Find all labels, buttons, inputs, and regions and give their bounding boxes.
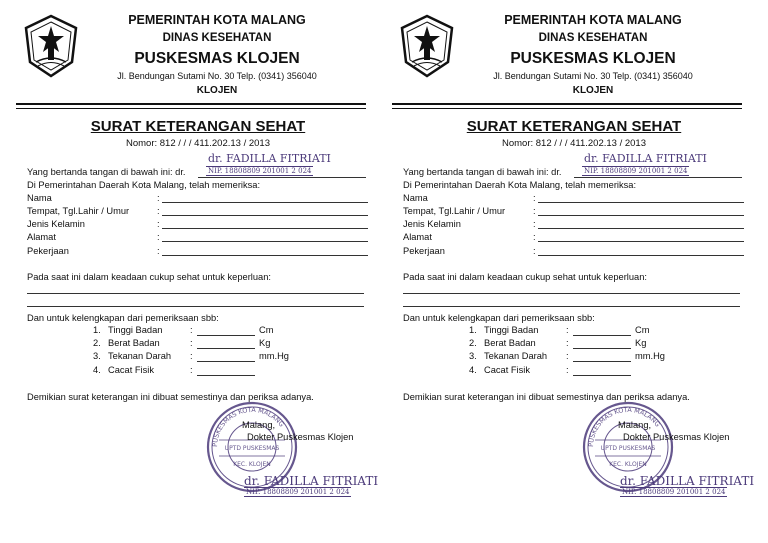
exam-label-height: Tinggi Badan: [108, 325, 163, 335]
signature-nip: NIP. 18808809 201001 2 024: [246, 488, 350, 496]
field-colon: :: [157, 206, 160, 216]
exam-label-blood-pressure: Tekanan Darah: [484, 351, 548, 361]
signer-blank: [574, 177, 742, 178]
header-city: KLOJEN: [196, 85, 238, 96]
field-colon: :: [157, 232, 160, 242]
exam-unit-height: Cm: [635, 325, 650, 335]
exam-blank-height: [197, 335, 255, 336]
field-label-gender: Jenis Kelamin: [27, 219, 85, 229]
city-emblem-icon: [398, 14, 456, 78]
field-blank-name: [162, 202, 368, 203]
field-blank-birth: [538, 215, 744, 216]
header-divider-thick: [16, 103, 366, 105]
header-department: DINAS KESEHATAN: [538, 32, 648, 44]
field-blank-name: [538, 202, 744, 203]
field-blank-gender: [162, 228, 368, 229]
purpose-blank-1: [27, 293, 364, 294]
field-label-name: Nama: [27, 193, 52, 203]
document-number: Nomor: 812 / / / 411.202.13 / 2013: [501, 138, 646, 149]
field-colon: :: [533, 219, 536, 229]
exam-blank-height: [573, 335, 631, 336]
exam-colon: :: [190, 351, 193, 361]
signature-role: Dokter Puskesmas Klojen: [623, 432, 730, 442]
exam-num: 4.: [469, 365, 477, 375]
exam-colon: :: [566, 351, 569, 361]
purpose-blank-1: [403, 293, 740, 294]
header-puskesmas: PUSKESMAS KLOJEN: [510, 50, 676, 67]
field-blank-birth: [162, 215, 368, 216]
field-blank-gender: [538, 228, 744, 229]
document-number: Nomor: 812 / / / 411.202.13 / 2013: [125, 138, 270, 149]
exam-statement: Dan untuk kelengkapan dari pemeriksaan sbb:: [403, 313, 595, 323]
exam-label-disability: Cacat Fisik: [484, 365, 530, 375]
header-city: KLOJEN: [572, 85, 614, 96]
header-department: DINAS KESEHATAN: [162, 32, 272, 44]
exam-label-weight: Berat Badan: [108, 338, 160, 348]
purpose-blank-2: [27, 306, 364, 307]
field-label-job: Pekerjaan: [403, 246, 445, 256]
field-blank-job: [538, 255, 744, 256]
exam-label-blood-pressure: Tekanan Darah: [108, 351, 172, 361]
exam-unit-weight: Kg: [635, 338, 647, 348]
svg-text:UPTD PUSKESMAS: UPTD PUSKESMAS: [600, 445, 656, 452]
field-colon: :: [533, 206, 536, 216]
document-title: SURAT KETERANGAN SEHAT: [90, 118, 306, 135]
field-colon: :: [157, 193, 160, 203]
exam-blank-blood-pressure: [573, 361, 631, 362]
signer-nip: NIP. 18808809 201001 2 024: [584, 167, 688, 175]
examined-statement: Di Pemerintahan Daerah Kota Malang, telah memeriksa:: [403, 180, 637, 190]
header-government: PEMERINTAH KOTA MALANG: [504, 13, 682, 27]
field-blank-job: [162, 255, 368, 256]
field-label-birth: Tempat, Tgl.Lahir / Umur: [27, 206, 130, 216]
signature-place: Malang,: [618, 420, 652, 430]
exam-colon: :: [566, 338, 569, 348]
exam-colon: :: [190, 338, 193, 348]
field-colon: :: [533, 193, 536, 203]
exam-num: 3.: [469, 351, 477, 361]
exam-unit-blood-pressure: mm.Hg: [259, 351, 289, 361]
closing-statement: Demikian surat keterangan ini dibuat semestinya dan periksa adanya.: [27, 392, 314, 402]
exam-unit-height: Cm: [259, 325, 274, 335]
exam-unit-blood-pressure: mm.Hg: [635, 351, 665, 361]
signature-doctor-name: dr. FADILLA FITRIATI: [620, 474, 755, 488]
signer-nip: NIP. 18808809 201001 2 024: [208, 167, 312, 175]
svg-text:PUSKESMAS KOTA MALANG: PUSKESMAS KOTA MALANG: [586, 405, 662, 448]
exam-label-disability: Cacat Fisik: [108, 365, 154, 375]
exam-unit-weight: Kg: [259, 338, 271, 348]
field-blank-address: [538, 241, 744, 242]
signer-line-label: Yang bertanda tangan di bawah ini: dr.: [403, 167, 562, 177]
header-divider-thin: [16, 108, 366, 109]
document-title: SURAT KETERANGAN SEHAT: [466, 118, 682, 135]
signer-line-label: Yang bertanda tangan di bawah ini: dr.: [27, 167, 186, 177]
field-blank-address: [162, 241, 368, 242]
exam-num: 2.: [469, 338, 477, 348]
field-colon: :: [533, 232, 536, 242]
exam-blank-weight: [573, 348, 631, 349]
purpose-statement: Pada saat ini dalam keadaan cukup sehat untuk keperluan:: [27, 272, 271, 282]
field-label-address: Alamat: [27, 232, 56, 242]
exam-blank-weight: [197, 348, 255, 349]
exam-num: 2.: [93, 338, 101, 348]
field-label-job: Pekerjaan: [27, 246, 69, 256]
header-address: Jl. Bendungan Sutami No. 30 Telp. (0341) 356040: [117, 71, 317, 81]
exam-colon: :: [566, 325, 569, 335]
svg-text:UPTD PUSKESMAS: UPTD PUSKESMAS: [224, 445, 280, 452]
field-label-gender: Jenis Kelamin: [403, 219, 461, 229]
exam-statement: Dan untuk kelengkapan dari pemeriksaan sbb:: [27, 313, 219, 323]
signer-name-handwritten: dr. FADILLA FITRIATI: [208, 152, 331, 165]
field-label-address: Alamat: [403, 232, 432, 242]
header-puskesmas: PUSKESMAS KLOJEN: [134, 50, 300, 67]
header-divider-thick: [392, 103, 742, 105]
purpose-statement: Pada saat ini dalam keadaan cukup sehat untuk keperluan:: [403, 272, 647, 282]
exam-blank-blood-pressure: [197, 361, 255, 362]
exam-colon: :: [190, 325, 193, 335]
signature-doctor-name: dr. FADILLA FITRIATI: [244, 474, 379, 488]
purpose-blank-2: [403, 306, 740, 307]
signer-name-handwritten: dr. FADILLA FITRIATI: [584, 152, 707, 165]
header-address: Jl. Bendungan Sutami No. 30 Telp. (0341) 356040: [493, 71, 693, 81]
certificate-copy-right: [376, 0, 760, 543]
header-divider-thin: [392, 108, 742, 109]
exam-num: 4.: [93, 365, 101, 375]
svg-text:KEC. KLOJEN: KEC. KLOJEN: [609, 461, 647, 468]
exam-num: 3.: [93, 351, 101, 361]
exam-colon: :: [190, 365, 193, 375]
signer-blank: [198, 177, 366, 178]
exam-blank-disability: [573, 375, 631, 376]
field-label-name: Nama: [403, 193, 428, 203]
signature-place: Malang,: [242, 420, 276, 430]
city-emblem-icon: [22, 14, 80, 78]
exam-blank-disability: [197, 375, 255, 376]
field-colon: :: [157, 246, 160, 256]
header-government: PEMERINTAH KOTA MALANG: [128, 13, 306, 27]
examined-statement: Di Pemerintahan Daerah Kota Malang, telah memeriksa:: [27, 180, 261, 190]
svg-text:KEC. KLOJEN: KEC. KLOJEN: [233, 461, 271, 468]
svg-text:PUSKESMAS KOTA MALANG: PUSKESMAS KOTA MALANG: [210, 405, 286, 448]
exam-label-height: Tinggi Badan: [484, 325, 539, 335]
exam-colon: :: [566, 365, 569, 375]
exam-label-weight: Berat Badan: [484, 338, 536, 348]
field-colon: :: [157, 219, 160, 229]
exam-num: 1.: [93, 325, 101, 335]
exam-num: 1.: [469, 325, 477, 335]
field-colon: :: [533, 246, 536, 256]
signature-role: Dokter Puskesmas Klojen: [247, 432, 354, 442]
signature-nip: NIP. 18808809 201001 2 024: [622, 488, 726, 496]
field-label-birth: Tempat, Tgl.Lahir / Umur: [403, 206, 506, 216]
closing-statement: Demikian surat keterangan ini dibuat semestinya dan periksa adanya.: [403, 392, 690, 402]
